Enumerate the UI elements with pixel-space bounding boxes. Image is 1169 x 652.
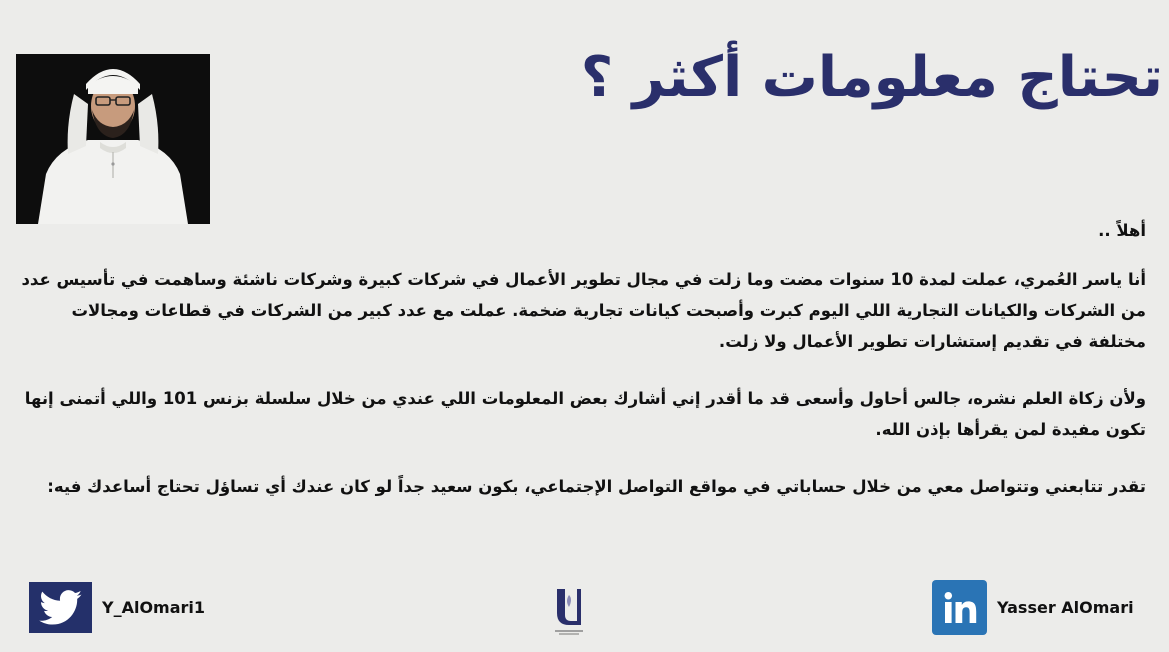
profile-photo: [16, 54, 210, 224]
person-portrait-icon: [16, 54, 210, 224]
page-title: تحتاج معلومات أكثر ؟: [580, 45, 1163, 110]
yasser-alomari-logo: [551, 585, 587, 637]
greeting: أهلاً ..: [1098, 221, 1146, 240]
intro-paragraph: أنا ياسر العُمري، عملت لمدة 10 سنوات مضت وما زلت في مجال تطوير الأعمال في شركات كبيرة وشركات ناشئة وساهمت في تأسيس عدد من الشركات والكيانات التجارية اللي اليوم كبرت وأصبحت كيانات تجارية ضخمة. عملت مع عدد كبير من الشركات في قطاعات ومجالات مختلفة في تقديم إستشارات تطوير الأعمال ولا زلت.: [21, 270, 1146, 351]
twitter-link[interactable]: [29, 582, 205, 633]
linkedin-in-icon: [932, 580, 987, 635]
body-text: [16, 215, 1146, 502]
linkedin-link[interactable]: [932, 580, 1134, 635]
twitter-bird-icon: [29, 582, 92, 633]
twitter-handle: Y_AlOmari1: [102, 598, 206, 617]
mission-paragraph: ولأن زكاة العلم نشره، جالس أحاول وأسعى قد ما أقدر إني أشارك بعض المعلومات اللي عندي من خلال سلسلة بزنس 101 واللي أتمنى إنها تكون مفيدة لمن يقرأها بإذن الله.: [24, 389, 1146, 439]
contact-paragraph: تقدر تتابعني وتتواصل معي من خلال حساباتي في مواقع التواصل الإجتماعي، بكون سعيد جداً لو كان عندك أي تساؤل تحتاج أساعدك فيه:: [47, 477, 1146, 496]
linkedin-name: Yasser AlOmari: [997, 598, 1134, 617]
